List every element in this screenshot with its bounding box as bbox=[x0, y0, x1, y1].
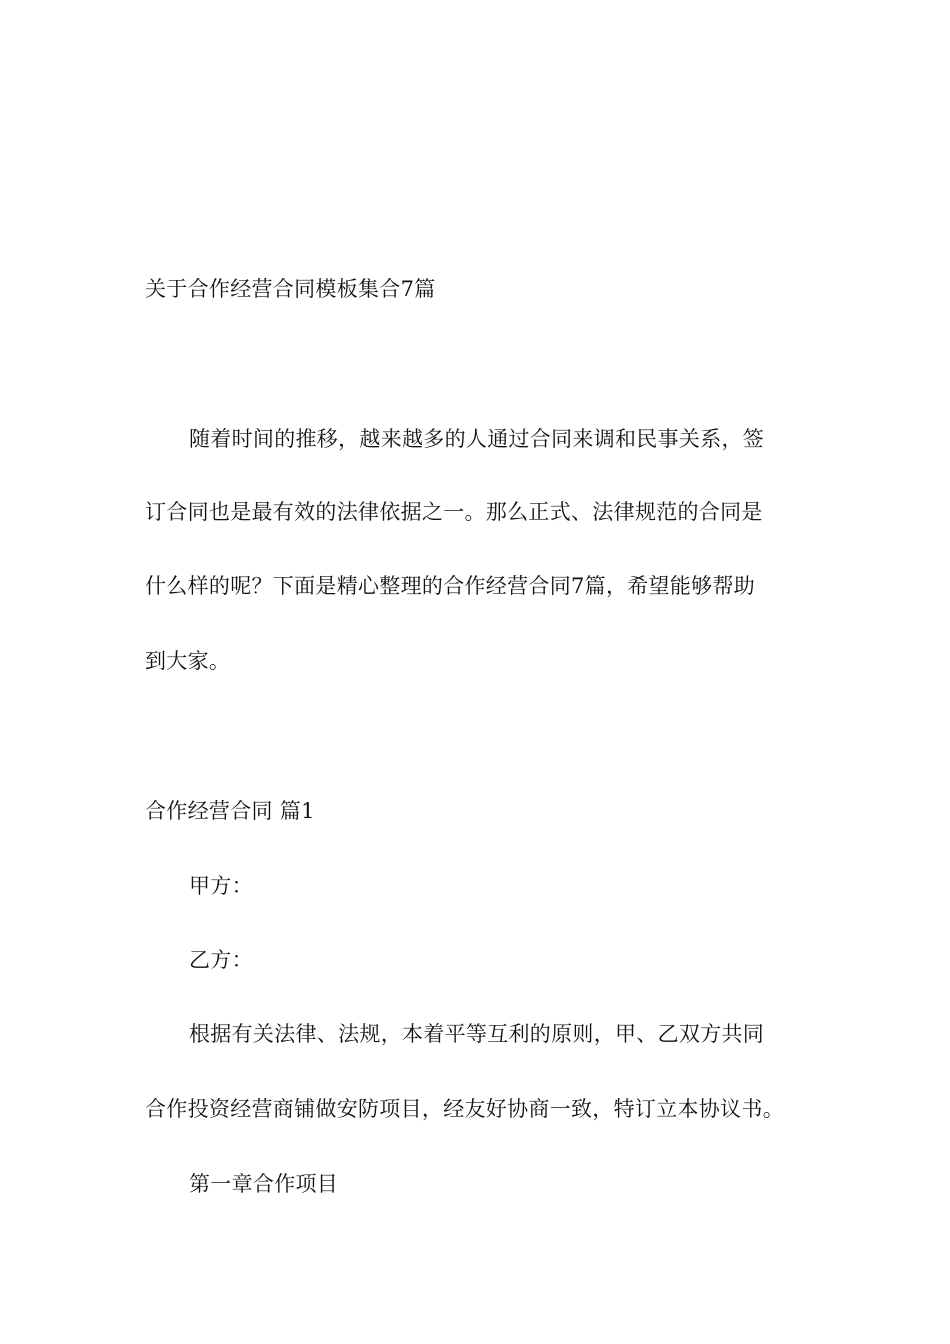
intro-line-3: 什么样的呢？下面是精心整理的合作经营合同7篇，希望能够帮助 bbox=[145, 574, 756, 598]
intro-line-2: 订合同也是最有效的法律依据之一。那么正式、法律规范的合同是 bbox=[145, 500, 763, 524]
chapter-heading: 第一章合作项目 bbox=[189, 1172, 339, 1196]
section-heading: 合作经营合同 篇1 bbox=[145, 799, 315, 823]
party-b-label: 乙方： bbox=[189, 948, 253, 972]
party-a-label: 甲方： bbox=[189, 874, 253, 898]
basis-line-2: 合作投资经营商铺做安防项目，经友好协商一致，特订立本协议书。 bbox=[145, 1097, 784, 1121]
intro-line-1: 随着时间的推移，越来越多的人通过合同来调和民事关系，签 bbox=[189, 427, 765, 451]
basis-line-1: 根据有关法律、法规，本着平等互利的原则，甲、乙双方共同 bbox=[189, 1022, 765, 1046]
document-title: 关于合作经营合同模板集合7篇 bbox=[145, 277, 436, 301]
intro-line-4: 到大家。 bbox=[145, 649, 231, 673]
